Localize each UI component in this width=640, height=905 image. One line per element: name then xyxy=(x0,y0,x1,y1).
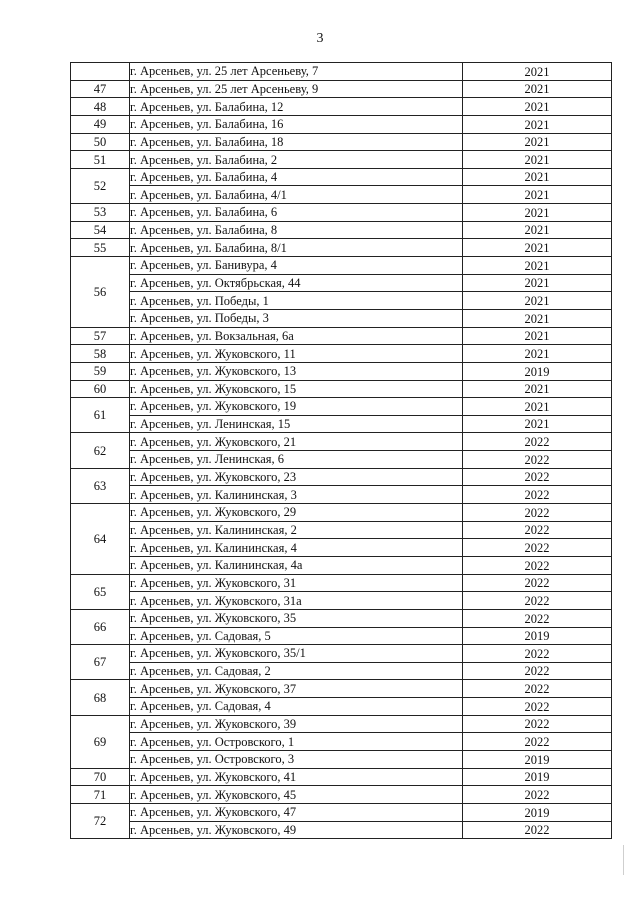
row-number-cell: 47 xyxy=(71,80,130,98)
address-cell: г. Арсеньев, ул. Жуковского, 49 xyxy=(130,821,463,839)
table-row xyxy=(71,151,612,169)
row-number-cell xyxy=(71,63,130,81)
year-cell: 2021 xyxy=(463,168,612,186)
row-number-cell: 58 xyxy=(71,345,130,363)
address-cell: г. Арсеньев, ул. Победы, 3 xyxy=(130,309,463,327)
address-schedule-table xyxy=(70,62,612,839)
address-cell: г. Арсеньев, ул. Балабина, 16 xyxy=(130,115,463,133)
address-cell: г. Арсеньев, ул. Жуковского, 15 xyxy=(130,380,463,398)
table-row xyxy=(71,768,612,786)
table-row xyxy=(71,345,612,363)
table-row xyxy=(71,803,612,821)
address-cell: г. Арсеньев, ул. Балабина, 8 xyxy=(130,221,463,239)
table-row xyxy=(71,680,612,698)
row-number-cell: 50 xyxy=(71,133,130,151)
row-number-cell: 65 xyxy=(71,574,130,609)
year-cell: 2019 xyxy=(463,627,612,645)
year-cell: 2021 xyxy=(463,63,612,81)
table-row xyxy=(71,98,612,116)
year-cell: 2021 xyxy=(463,98,612,116)
row-number-cell: 59 xyxy=(71,362,130,380)
address-cell: г. Арсеньев, ул. Калининская, 3 xyxy=(130,486,463,504)
table-row xyxy=(71,186,612,204)
year-cell: 2019 xyxy=(463,750,612,768)
year-cell: 2022 xyxy=(463,574,612,592)
row-number-cell: 56 xyxy=(71,257,130,328)
year-cell: 2021 xyxy=(463,398,612,416)
table-row xyxy=(71,204,612,222)
year-cell: 2021 xyxy=(463,380,612,398)
table-row xyxy=(71,168,612,186)
address-cell: г. Арсеньев, ул. Жуковского, 41 xyxy=(130,768,463,786)
address-cell: г. Арсеньев, ул. Калининская, 4 xyxy=(130,539,463,557)
address-cell: г. Арсеньев, ул. Жуковского, 39 xyxy=(130,715,463,733)
year-cell: 2022 xyxy=(463,486,612,504)
year-cell: 2022 xyxy=(463,786,612,804)
row-number-cell: 69 xyxy=(71,715,130,768)
row-number-cell: 70 xyxy=(71,768,130,786)
row-number-cell: 68 xyxy=(71,680,130,715)
table-row xyxy=(71,257,612,275)
year-cell: 2021 xyxy=(463,151,612,169)
address-cell: г. Арсеньев, ул. Балабина, 18 xyxy=(130,133,463,151)
table-row xyxy=(71,627,612,645)
row-number-cell: 55 xyxy=(71,239,130,257)
table-row xyxy=(71,786,612,804)
year-cell: 2022 xyxy=(463,521,612,539)
address-cell: г. Арсеньев, ул. Калининская, 2 xyxy=(130,521,463,539)
row-number-cell: 72 xyxy=(71,803,130,838)
table-row xyxy=(71,380,612,398)
year-cell: 2021 xyxy=(463,239,612,257)
table-row xyxy=(71,574,612,592)
table-row xyxy=(71,433,612,451)
address-cell: г. Арсеньев, ул. Садовая, 4 xyxy=(130,698,463,716)
year-cell: 2021 xyxy=(463,186,612,204)
address-cell: г. Арсеньев, ул. Жуковского, 35 xyxy=(130,609,463,627)
table-row xyxy=(71,504,612,522)
table-row xyxy=(71,821,612,839)
address-cell: г. Арсеньев, ул. Вокзальная, 6а xyxy=(130,327,463,345)
address-cell: г. Арсеньев, ул. Жуковского, 29 xyxy=(130,504,463,522)
table-row xyxy=(71,239,612,257)
year-cell: 2021 xyxy=(463,115,612,133)
row-number-cell: 51 xyxy=(71,151,130,169)
address-cell: г. Арсеньев, ул. Жуковского, 45 xyxy=(130,786,463,804)
row-number-cell: 53 xyxy=(71,204,130,222)
address-cell: г. Арсеньев, ул. Балабина, 4/1 xyxy=(130,186,463,204)
address-cell: г. Арсеньев, ул. Жуковского, 11 xyxy=(130,345,463,363)
table-row xyxy=(71,521,612,539)
page-number: 3 xyxy=(316,31,324,46)
table-row xyxy=(71,468,612,486)
table-row xyxy=(71,362,612,380)
address-cell: г. Арсеньев, ул. Жуковского, 19 xyxy=(130,398,463,416)
row-number-cell: 54 xyxy=(71,221,130,239)
year-cell: 2022 xyxy=(463,821,612,839)
table-row xyxy=(71,715,612,733)
address-cell: г. Арсеньев, ул. Садовая, 5 xyxy=(130,627,463,645)
year-cell: 2021 xyxy=(463,292,612,310)
table-row xyxy=(71,486,612,504)
address-cell: г. Арсеньев, ул. Калининская, 4а xyxy=(130,556,463,574)
row-number-cell: 60 xyxy=(71,380,130,398)
row-number-cell: 52 xyxy=(71,168,130,203)
address-cell: г. Арсеньев, ул. Ленинская, 15 xyxy=(130,415,463,433)
address-cell: г. Арсеньев, ул. Жуковского, 31 xyxy=(130,574,463,592)
row-number-cell: 57 xyxy=(71,327,130,345)
table-row xyxy=(71,698,612,716)
row-number-cell: 66 xyxy=(71,609,130,644)
year-cell: 2022 xyxy=(463,556,612,574)
year-cell: 2022 xyxy=(463,609,612,627)
table-body xyxy=(71,63,612,839)
table-row xyxy=(71,592,612,610)
address-cell: г. Арсеньев, ул. Жуковского, 37 xyxy=(130,680,463,698)
address-cell: г. Арсеньев, ул. Жуковского, 21 xyxy=(130,433,463,451)
table-row xyxy=(71,556,612,574)
table-row xyxy=(71,80,612,98)
address-cell: г. Арсеньев, ул. Островского, 1 xyxy=(130,733,463,751)
year-cell: 2019 xyxy=(463,768,612,786)
table-row xyxy=(71,292,612,310)
row-number-cell: 63 xyxy=(71,468,130,503)
year-cell: 2021 xyxy=(463,204,612,222)
address-cell: г. Арсеньев, ул. Жуковского, 47 xyxy=(130,803,463,821)
address-cell: г. Арсеньев, ул. Жуковского, 23 xyxy=(130,468,463,486)
year-cell: 2021 xyxy=(463,133,612,151)
year-cell: 2022 xyxy=(463,733,612,751)
address-cell: г. Арсеньев, ул. Балабина, 8/1 xyxy=(130,239,463,257)
year-cell: 2021 xyxy=(463,345,612,363)
row-number-cell: 71 xyxy=(71,786,130,804)
address-cell: г. Арсеньев, ул. Жуковского, 35/1 xyxy=(130,645,463,663)
scan-margin-mark xyxy=(623,845,624,875)
table-row xyxy=(71,415,612,433)
row-number-cell: 67 xyxy=(71,645,130,680)
address-cell: г. Арсеньев, ул. Октябрьская, 44 xyxy=(130,274,463,292)
year-cell: 2022 xyxy=(463,662,612,680)
address-cell: г. Арсеньев, ул. Балабина, 12 xyxy=(130,98,463,116)
year-cell: 2022 xyxy=(463,468,612,486)
table-row xyxy=(71,221,612,239)
address-cell: г. Арсеньев, ул. Островского, 3 xyxy=(130,750,463,768)
year-cell: 2021 xyxy=(463,415,612,433)
table-row xyxy=(71,609,612,627)
address-cell: г. Арсеньев, ул. Садовая, 2 xyxy=(130,662,463,680)
table-row xyxy=(71,133,612,151)
table-row xyxy=(71,451,612,469)
year-cell: 2021 xyxy=(463,274,612,292)
row-number-cell: 64 xyxy=(71,504,130,575)
year-cell: 2021 xyxy=(463,327,612,345)
row-number-cell: 49 xyxy=(71,115,130,133)
address-cell: г. Арсеньев, ул. Банивура, 4 xyxy=(130,257,463,275)
address-cell: г. Арсеньев, ул. Победы, 1 xyxy=(130,292,463,310)
table-row xyxy=(71,539,612,557)
table-row xyxy=(71,645,612,663)
table-row xyxy=(71,327,612,345)
year-cell: 2022 xyxy=(463,645,612,663)
year-cell: 2022 xyxy=(463,539,612,557)
table-row xyxy=(71,63,612,81)
year-cell: 2021 xyxy=(463,309,612,327)
address-cell: г. Арсеньев, ул. 25 лет Арсеньеву, 9 xyxy=(130,80,463,98)
row-number-cell: 61 xyxy=(71,398,130,433)
year-cell: 2022 xyxy=(463,698,612,716)
table-row xyxy=(71,309,612,327)
year-cell: 2021 xyxy=(463,257,612,275)
table-row xyxy=(71,733,612,751)
year-cell: 2022 xyxy=(463,680,612,698)
address-cell: г. Арсеньев, ул. Балабина, 4 xyxy=(130,168,463,186)
year-cell: 2021 xyxy=(463,80,612,98)
year-cell: 2022 xyxy=(463,504,612,522)
address-cell: г. Арсеньев, ул. 25 лет Арсеньеву, 7 xyxy=(130,63,463,81)
year-cell: 2022 xyxy=(463,715,612,733)
table-row xyxy=(71,274,612,292)
table-row xyxy=(71,115,612,133)
table-row xyxy=(71,750,612,768)
row-number-cell: 48 xyxy=(71,98,130,116)
row-number-cell: 62 xyxy=(71,433,130,468)
year-cell: 2021 xyxy=(463,221,612,239)
year-cell: 2019 xyxy=(463,362,612,380)
year-cell: 2022 xyxy=(463,592,612,610)
year-cell: 2022 xyxy=(463,451,612,469)
table-row xyxy=(71,398,612,416)
address-cell: г. Арсеньев, ул. Балабина, 6 xyxy=(130,204,463,222)
address-cell: г. Арсеньев, ул. Жуковского, 31а xyxy=(130,592,463,610)
year-cell: 2022 xyxy=(463,433,612,451)
table-row xyxy=(71,662,612,680)
address-cell: г. Арсеньев, ул. Балабина, 2 xyxy=(130,151,463,169)
year-cell: 2019 xyxy=(463,803,612,821)
address-cell: г. Арсеньев, ул. Ленинская, 6 xyxy=(130,451,463,469)
address-cell: г. Арсеньев, ул. Жуковского, 13 xyxy=(130,362,463,380)
